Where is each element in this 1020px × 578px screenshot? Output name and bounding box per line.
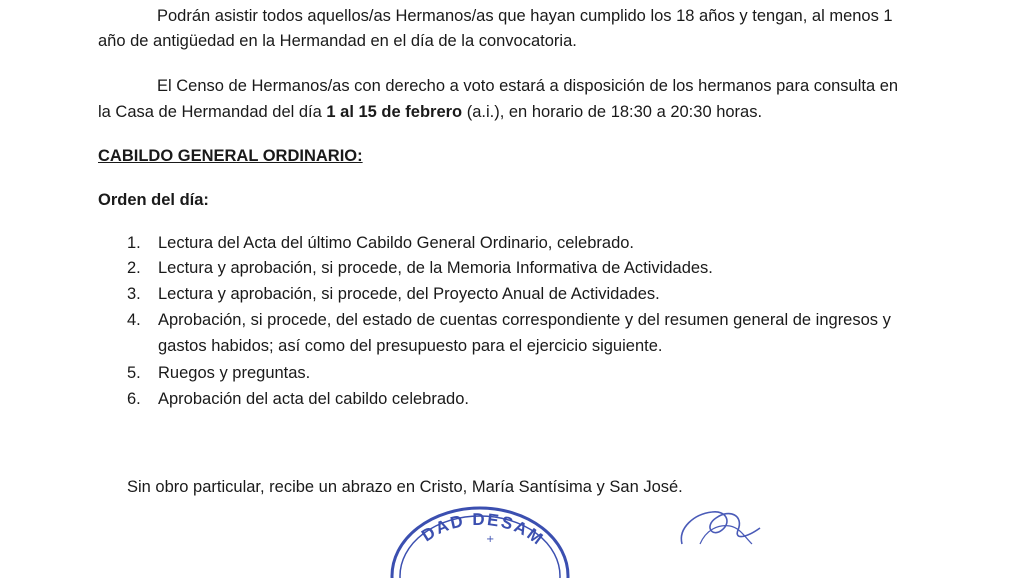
paragraph2-line1: El Censo de Hermanos/as con derecho a voto estará a disposición de los hermanos para consulta en (157, 77, 899, 95)
agenda-item-number: 1. (127, 234, 141, 252)
paragraph2-line2 (98, 101, 762, 123)
agenda-heading: Orden del día: (98, 191, 209, 209)
agenda-item-number: 2. (127, 259, 141, 277)
date-range: 1 al 15 de febrero (326, 103, 463, 121)
agenda-item: Aprobación, si procede, del estado de cuentas correspondiente y del resumen general de ingresos y (158, 311, 891, 329)
svg-text:+: + (486, 534, 495, 545)
paragraph2-line2-post: (a.i.), en horario de 18:30 a 20:30 horas. (462, 103, 763, 121)
paragraph1-line1: Podrán asistir todos aquellos/as Hermanos/as que hayan cumplido los 18 años y tengan, al menos 1 (157, 7, 893, 25)
closing-text: Sin obro particular, recibe un abrazo en Cristo, María Santísima y San José. (127, 478, 683, 496)
agenda-item: Lectura del Acta del último Cabildo General Ordinario, celebrado. (158, 234, 635, 252)
stamp-text: DAD DESAM (418, 509, 548, 550)
agenda-item-continuation: gastos habidos; así como del presupuesto para el ejercicio siguiente. (158, 337, 663, 355)
agenda-item-number: 5. (127, 364, 141, 382)
paragraph1-line2: año de antigüedad en la Hermandad en el día de la convocatoria. (98, 32, 577, 50)
section-heading: CABILDO GENERAL ORDINARIO: (98, 147, 363, 165)
paragraph2-line2-pre: la Casa de Hermandad del día (98, 103, 327, 121)
agenda-item: Ruegos y preguntas. (158, 364, 311, 382)
hermandad-stamp (380, 498, 580, 578)
agenda-item-number: 4. (127, 311, 141, 329)
agenda-item: Lectura y aprobación, si procede, de la Memoria Informativa de Actividades. (158, 259, 713, 277)
agenda-item-number: 3. (127, 285, 141, 303)
agenda-item: Aprobación del acta del cabildo celebrado. (158, 390, 469, 408)
signature (660, 500, 770, 545)
agenda-item: Lectura y aprobación, si procede, del Proyecto Anual de Actividades. (158, 285, 660, 303)
agenda-item-number: 6. (127, 390, 141, 408)
